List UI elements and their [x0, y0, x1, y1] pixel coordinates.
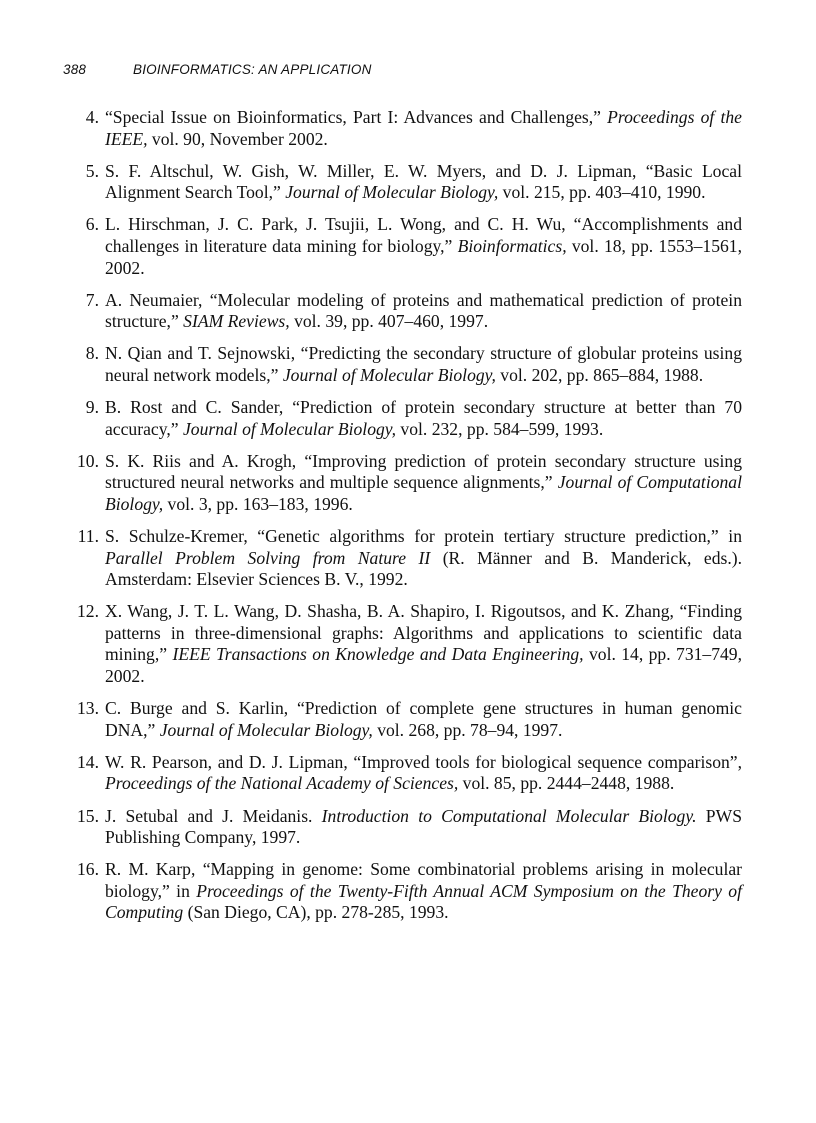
reference-number: 7.	[85, 289, 99, 310]
reference-number: 16.	[77, 859, 99, 880]
reference-number: 8.	[85, 343, 99, 364]
reference-source-title: Journal of Molecular Biology,	[159, 719, 373, 740]
reference-entry	[66, 451, 742, 516]
reference-number: 10.	[77, 450, 99, 471]
reference-entry	[66, 806, 742, 849]
reference-entry	[66, 859, 742, 924]
reference-text-segment: vol. 18, pp. 1553–1561, 2002.	[105, 235, 742, 278]
reference-source-title: Proceedings of the National Academy of Sciences,	[105, 773, 459, 794]
reference-entry	[66, 698, 742, 741]
reference-text-segment: S. K. Riis and A. Krogh, “Improving prediction of protein secondary structure using structured neural networks and multiple sequence alignments,”	[105, 450, 742, 493]
reference-entry	[66, 161, 742, 204]
reference-source-title: Parallel Problem Solving from Nature II	[105, 547, 431, 568]
reference-text-segment: vol. 14, pp. 731–749, 2002.	[105, 644, 743, 687]
reference-text-segment: B. Rost and C. Sander, “Prediction of protein secondary structure at better than 70 accuracy,”	[105, 397, 742, 439]
reference-text-segment: S. F. Altschul, W. Gish, W. Miller, E. W. Myers, and D. J. Lipman, “Basic Local Alignment Search Tool,”	[105, 160, 742, 203]
reference-source-title: Journal of Molecular Biology,	[285, 182, 499, 203]
reference-source-title: Bioinformatics,	[457, 235, 567, 256]
reference-entry	[66, 397, 742, 440]
reference-source-title: Journal of Computational Biology,	[105, 472, 742, 514]
reference-text-segment: PWS Publishing Company, 1997.	[105, 805, 742, 848]
reference-entry	[66, 752, 742, 795]
reference-source-title: Proceedings of the IEEE,	[105, 107, 742, 149]
reference-entry	[66, 526, 742, 591]
reference-text-segment: (R. Männer and B. Manderick, eds.). Amsterdam: Elsevier Sciences B. V., 1992.	[105, 547, 742, 590]
reference-text	[105, 397, 742, 439]
reference-text-segment: R. M. Karp, “Mapping in genome: Some combinatorial problems arising in molecular biology,” in	[105, 859, 742, 901]
reference-text-segment: vol. 39, pp. 407–460, 1997.	[289, 311, 489, 332]
reference-list	[66, 107, 742, 935]
reference-entry	[66, 214, 742, 279]
reference-text	[105, 161, 742, 203]
reference-text-segment: vol. 268, pp. 78–94, 1997.	[372, 719, 563, 740]
reference-text	[105, 698, 742, 740]
reference-text-segment: vol. 232, pp. 584–599, 1993.	[396, 418, 604, 439]
reference-source-title: IEEE Transactions on Knowledge and Data Engineering,	[172, 644, 584, 665]
running-title: BIOINFORMATICS: AN APPLICATION	[133, 62, 372, 77]
reference-entry	[66, 343, 742, 386]
reference-number: 6.	[85, 214, 99, 235]
reference-number: 11.	[77, 526, 99, 546]
reference-text	[105, 601, 742, 686]
reference-text-segment: A. Neumaier, “Molecular modeling of proteins and mathematical prediction of protein structure,”	[105, 289, 742, 332]
reference-source-title: Journal of Molecular Biology,	[182, 418, 397, 439]
reference-source-title: Journal of Molecular Biology,	[282, 364, 496, 385]
reference-text-segment: “Special Issue on Bioinformatics, Part I: Advances and Challenges,”	[105, 107, 608, 127]
reference-text	[105, 451, 742, 514]
reference-text-segment: C. Burge and S. Karlin, “Prediction of complete gene structures in human genomic DNA,”	[105, 698, 742, 740]
reference-text-segment: L. Hirschman, J. C. Park, J. Tsujii, L. Wong, and C. H. Wu, “Accomplishments and challenges in literature data mining for biology,”	[105, 214, 742, 256]
reference-number: 14.	[77, 751, 99, 772]
reference-number: 15.	[77, 805, 99, 826]
reference-entry	[66, 290, 742, 333]
reference-number: 9.	[85, 397, 99, 418]
reference-source-title: Introduction to Computational Molecular Biology.	[321, 805, 697, 826]
reference-number: 12.	[77, 601, 99, 622]
reference-number: 5.	[85, 160, 99, 181]
reference-source-title: SIAM Reviews,	[183, 311, 290, 332]
reference-text-segment: S. Schulze-Kremer, “Genetic algorithms for protein tertiary structure prediction,” in	[105, 526, 742, 546]
reference-text	[105, 107, 742, 149]
reference-text-segment: vol. 85, pp. 2444–2448, 1988.	[458, 773, 675, 794]
reference-text	[105, 343, 742, 385]
reference-text-segment: X. Wang, J. T. L. Wang, D. Shasha, B. A. Shapiro, I. Rigoutsos, and K. Zhang, “Finding patterns in three-dimensional graphs: Algorithms and applications to scientific data mining,”	[105, 601, 742, 665]
reference-text	[105, 290, 742, 332]
reference-text-segment: vol. 3, pp. 163–183, 1996.	[163, 493, 353, 514]
reference-text	[105, 752, 742, 794]
reference-text	[105, 806, 742, 848]
reference-number: 4.	[85, 107, 99, 127]
reference-text	[105, 214, 742, 277]
reference-text-segment: vol. 90, November 2002.	[147, 128, 328, 149]
running-header	[63, 62, 372, 77]
reference-text-segment: N. Qian and T. Sejnowski, “Predicting the secondary structure of globular proteins using neural network models,”	[105, 343, 742, 385]
reference-entry	[66, 107, 742, 150]
reference-text	[105, 526, 742, 589]
reference-number: 13.	[77, 698, 99, 719]
reference-text-segment: (San Diego, CA), pp. 278-285, 1993.	[183, 902, 449, 923]
reference-text-segment: vol. 215, pp. 403–410, 1990.	[498, 182, 706, 203]
reference-source-title: Proceedings of the Twenty-Fifth Annual ACM Symposium on the Theory of Computing	[105, 880, 742, 923]
reference-text-segment: vol. 202, pp. 865–884, 1988.	[495, 364, 704, 385]
reference-text-segment: J. Setubal and J. Meidanis.	[105, 805, 322, 826]
page-number: 388	[63, 62, 87, 77]
reference-text-segment: W. R. Pearson, and D. J. Lipman, “Improved tools for biological sequence comparison”,	[105, 751, 742, 772]
reference-entry	[66, 601, 742, 687]
reference-text	[105, 859, 742, 922]
